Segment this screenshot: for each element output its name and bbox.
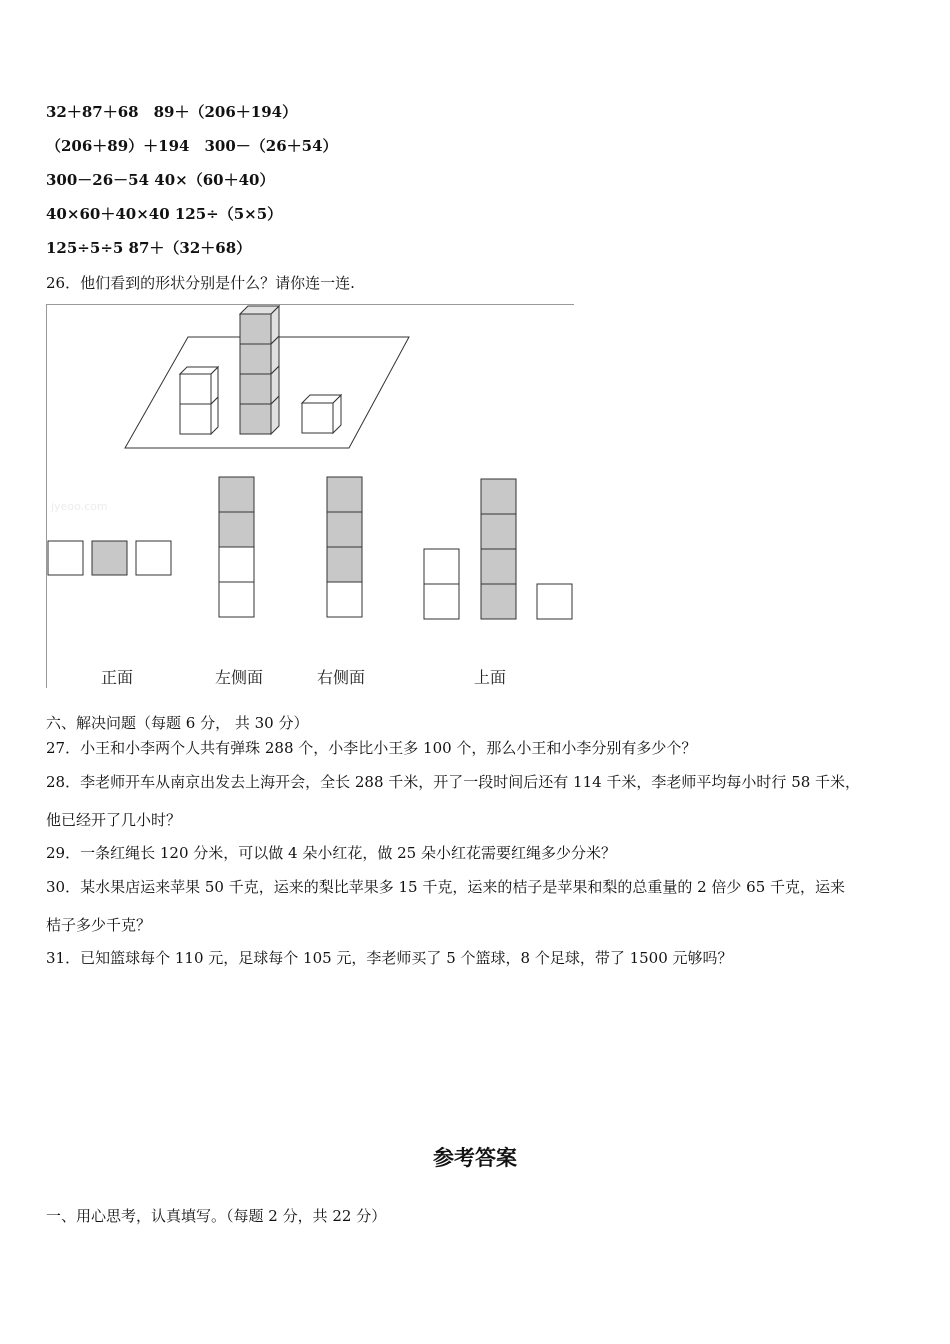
front-view bbox=[48, 541, 171, 575]
question-31: 31．已知篮球每个 110 元，足球每个 105 元，李老师买了 5 个篮球，8 个足球，带了 1500 元够吗？ bbox=[46, 949, 733, 967]
answer-section-1: 一、用心思考，认真填写。（每题 2 分，共 22 分） bbox=[46, 1207, 387, 1225]
exercise-line-1: 32＋87＋68 89＋（206＋194） bbox=[46, 103, 298, 121]
watermark: jyeoo.com bbox=[51, 500, 108, 513]
exercise-line-5: 125÷5÷5 87＋（32＋68） bbox=[46, 239, 252, 257]
block-scene bbox=[125, 306, 409, 448]
exercise-line-3: 300－26－54 40×（60＋40） bbox=[46, 171, 275, 189]
question-29: 29．一条红绳长 120 分米，可以做 4 朵小红花，做 25 朵小红花需要红绳多少分米？ bbox=[46, 844, 616, 862]
question-28-line-2: 他已经开了几小时？ bbox=[46, 811, 182, 829]
exercise-line-2: （206＋89）＋194 300－（26＋54） bbox=[46, 137, 338, 155]
gray-stack-4 bbox=[240, 306, 279, 434]
answer-title: 参考答案 bbox=[433, 1145, 517, 1170]
question-30-line-1: 30．某水果店运来苹果 50 千克，运来的梨比苹果多 15 千克，运来的桔子是苹果和梨的总重量的 2 倍少 65 千克，运来 bbox=[46, 878, 846, 896]
views-figure bbox=[46, 304, 574, 688]
top-view bbox=[424, 479, 572, 619]
section-6-heading: 六、解决问题（每题 6 分， 共 30 分） bbox=[46, 714, 309, 732]
white-single-cube bbox=[302, 395, 341, 433]
exercise-line-4: 40×60＋40×40 125÷（5×5） bbox=[46, 205, 283, 223]
label-right-side: 右侧面 bbox=[317, 668, 366, 687]
left-side-view bbox=[219, 477, 254, 617]
label-left-side: 左侧面 bbox=[215, 668, 264, 687]
label-front: 正面 bbox=[101, 668, 134, 687]
question-26: 26．他们看到的形状分别是什么？请你连一连. bbox=[46, 274, 355, 292]
right-side-view bbox=[327, 477, 362, 617]
question-27: 27．小王和小李两个人共有弹珠 288 个，小李比小王多 100 个，那么小王和小李分别有多少个？ bbox=[46, 739, 697, 757]
white-stack-2 bbox=[180, 367, 218, 434]
question-30-line-2: 桔子多少千克？ bbox=[46, 916, 152, 934]
question-28-line-1: 28．李老师开车从南京出发去上海开会，全长 288 千米，开了一段时间后还有 114 千米，李老师平均每小时行 58 千米， bbox=[46, 773, 861, 791]
label-top: 上面 bbox=[474, 668, 507, 687]
